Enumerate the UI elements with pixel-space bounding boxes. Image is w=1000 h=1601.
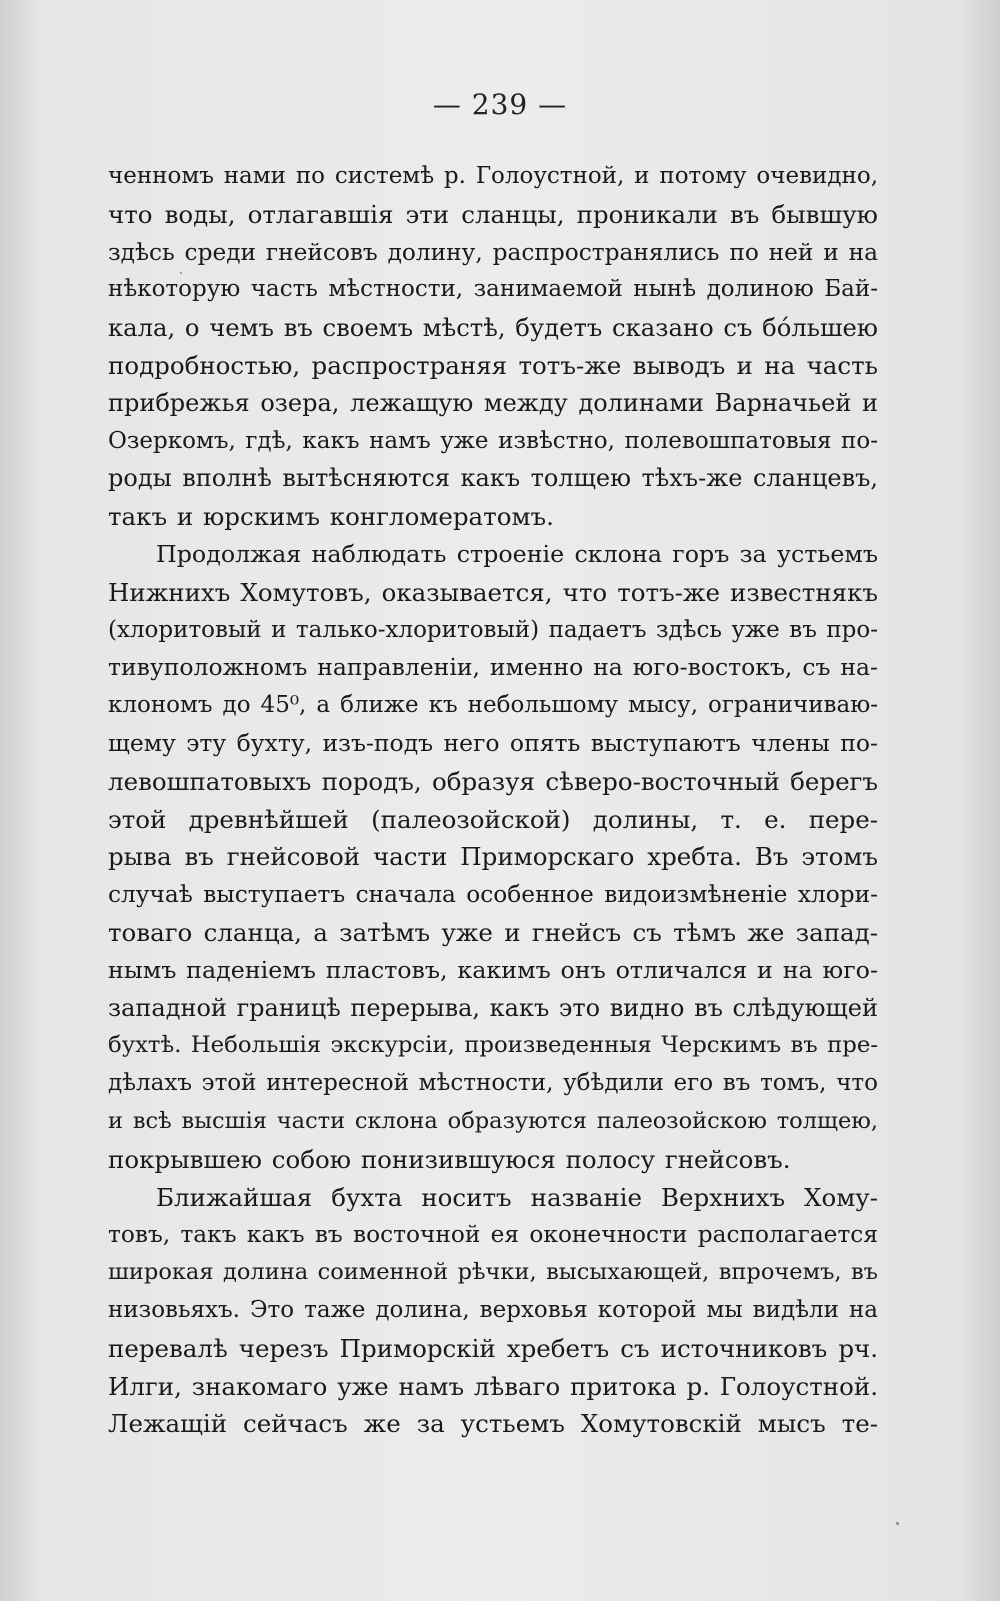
- text-line: западной границѣ перерыва, какъ это видно въ слѣдующей: [108, 993, 878, 1022]
- text-line: товъ, такъ какъ въ восточной ея оконечности располагается: [108, 1221, 878, 1249]
- text-line: левошпатовыхъ породъ, образуя сѣверо-восточный берегъ: [108, 766, 878, 796]
- text-line: Илги, знакомаго уже намъ лѣваго притока р. Голоустной.: [108, 1371, 878, 1401]
- body-text: [108, 158, 878, 1443]
- text-line: Нижнихъ Хомутовъ, оказывается, что тотъ-же известнякъ: [108, 577, 878, 607]
- text-line: и всѣ высшія части склона образуются палеозойскою толщею,: [108, 1107, 878, 1134]
- text-line: роды вполнѣ вытѣсняются какъ толщею тѣхъ-же сланцевъ,: [108, 464, 878, 493]
- text-line: рыва въ гнейсовой части Приморскаго хребта. Въ этомъ: [108, 842, 878, 872]
- text-line: (хлоритовый и талько-хлоритовый) падаетъ здѣсь уже въ про-: [108, 616, 878, 643]
- text-line: товаго сланца, а затѣмъ уже и гнейсъ съ тѣмъ же запад-: [108, 917, 878, 947]
- text-line: нымъ паденіемъ пластовъ, какимъ онъ отличался и на юго-: [108, 955, 878, 984]
- text-line: случаѣ выступаетъ сначала особенное видоизмѣненіе хлори-: [108, 881, 878, 909]
- text-line: кала, о чемъ въ своемъ мѣстѣ, будетъ сказано съ бóльшею: [108, 313, 878, 343]
- text-line: этой древнѣйшей (палеозойской) долины, т. е. пере-: [108, 804, 878, 834]
- text-line: тивуположномъ направленіи, именно на юго-востокъ, съ на-: [108, 653, 878, 682]
- text-line: подробностью, распространяя тотъ-же выводъ и на часть: [108, 350, 878, 380]
- paper-speck: [896, 1522, 899, 1525]
- text-line: низовьяхъ. Это таже долина, верховья которой мы видѣли на: [108, 1296, 878, 1323]
- page-number: — 239 —: [432, 88, 568, 121]
- text-line: Ближайшая бухта носитъ названіе Верхнихъ Хому-: [156, 1182, 878, 1212]
- text-line: широкая долина соименной рѣчки, высыхающей, впрочемъ, въ: [108, 1259, 878, 1286]
- paper-speck: [180, 272, 182, 274]
- text-line: здѣсь среди гнейсовъ долину, распространялись по ней и на: [108, 238, 878, 266]
- text-line: клономъ до 45⁰, а ближе къ небольшому мысу, ограничиваю-: [108, 692, 878, 719]
- text-line: перевалѣ черезъ Приморскій хребетъ съ источниковъ рч.: [108, 1333, 878, 1363]
- text-line: бухтѣ. Небольшія экскурсіи, произведенныя Черскимъ въ пре-: [108, 1032, 878, 1059]
- text-line: что воды, отлагавшія эти сланцы, проникали въ бывшую: [108, 199, 878, 229]
- text-line: Продолжая наблюдать строеніе склона горъ за устьемъ: [156, 539, 878, 568]
- text-line: ченномъ нами по системѣ р. Голоустной, и потому очевидно,: [108, 163, 878, 189]
- text-line: Лежащій сейчасъ же за устьемъ Хомутовскій мысъ те-: [108, 1409, 878, 1439]
- text-line: щему эту бухту, изъ-подъ него опять выступаютъ члены по-: [108, 728, 878, 757]
- text-line: Озеркомъ, гдѣ, какъ намъ уже извѣстно, полевошпатовыя по-: [108, 427, 878, 454]
- text-line: покрывшею собою понизившуюся полосу гнейсовъ.: [108, 1144, 791, 1174]
- text-line: такъ и юрскимъ конгломератомъ.: [108, 502, 554, 532]
- text-line: прибрежья озера, лежащую между долинами Варначьей и: [108, 388, 878, 417]
- text-line: дѣлахъ этой интересной мѣстности, убѣдили его въ томъ, что: [108, 1070, 878, 1097]
- text-line: нѣкоторую часть мѣстности, занимаемой нынѣ долиною Бай-: [108, 276, 878, 303]
